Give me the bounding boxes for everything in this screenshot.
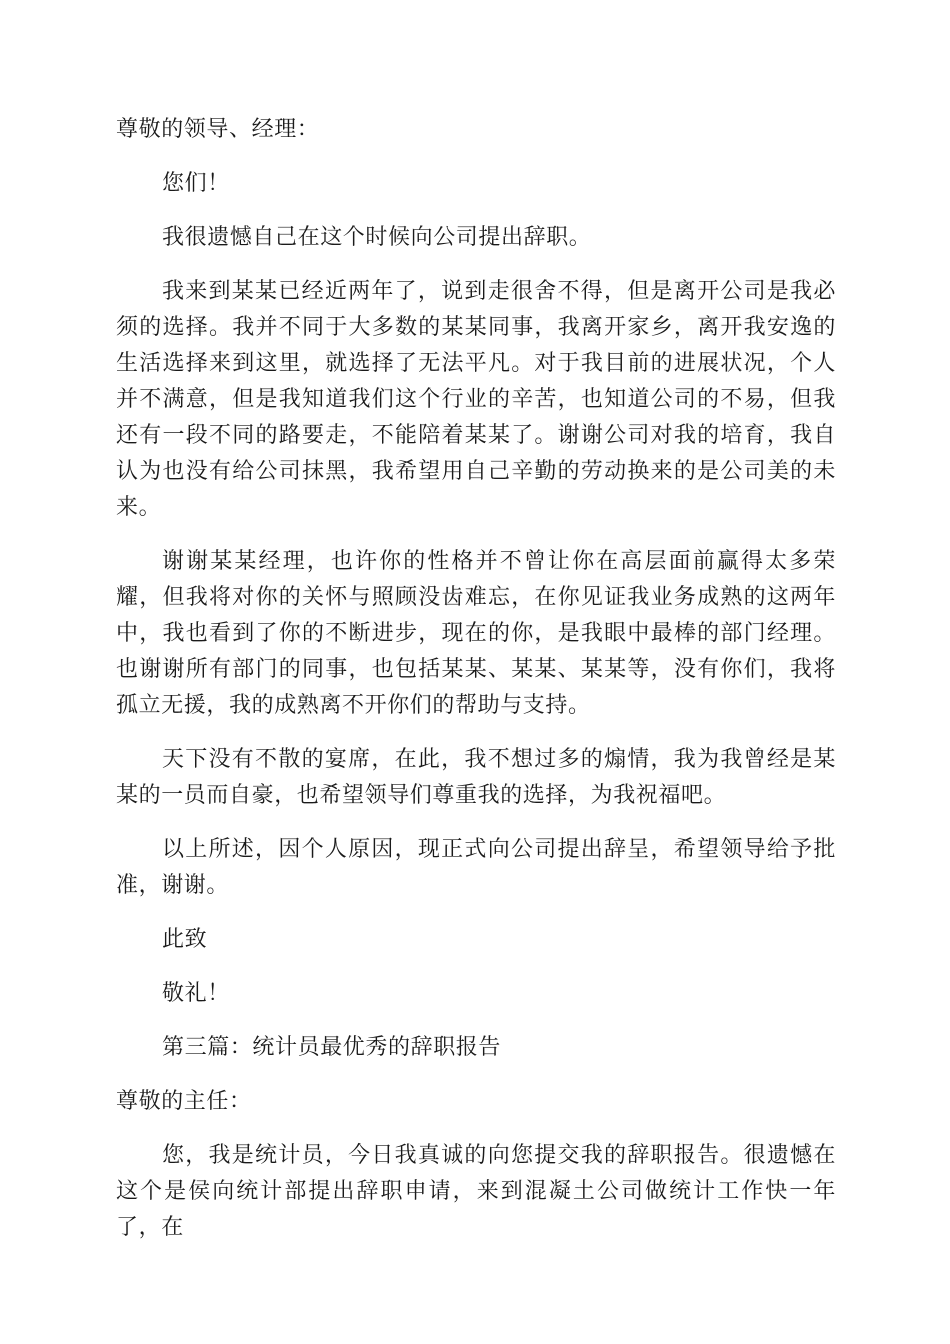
paragraph-formal-resignation: 以上所述，因个人原因，现正式向公司提出辞呈，希望领导给予批准，谢谢。 (116, 837, 836, 898)
closing-jingli: 敬礼！ (162, 981, 230, 1006)
closing-cizhi: 此致 (162, 927, 208, 952)
section-heading-third: 第三篇：统计员最优秀的辞职报告 (162, 1035, 502, 1060)
paragraph-regret: 我很遗憾自己在这个时候向公司提出辞职。 (162, 225, 592, 250)
paragraph-statistician-intro: 您，我是统计员，今日我真诚的向您提交我的辞职报告。很遗憾在这个是侯向统计部提出辞职申请，来到混凝土公司做统计工作快一年了，在 (116, 1143, 836, 1240)
document-body (116, 112, 836, 1264)
salutation-leaders: 尊敬的领导、经理： (116, 117, 320, 142)
paragraph-two-years: 我来到某某已经近两年了，说到走很舍不得，但是离开公司是我必须的选择。我并不同于大多数的某某同事，我离开家乡，离开我安逸的生活选择来到这里，就选择了无法平凡。对于我目前的进展状况，个人并不满意，但是我知道我们这个行业的辛苦，也知道公司的不易，但我还有一段不同的路要走，不能陪着某某了。谢谢公司对我的培育，我自认为也没有给公司抹黑，我希望用自己辛勤的劳动换来的是公司美的未来。 (116, 279, 836, 520)
paragraph-thanks-manager: 谢谢某某经理，也许你的性格并不曾让你在高层面前赢得太多荣耀，但我将对你的关怀与照顾没齿难忘，在你见证我业务成熟的这两年中，我也看到了你的不断进步，现在的你，是我眼中最棒的部门经理。也谢谢所有部门的同事，也包括某某、某某、某某等，没有你们，我将孤立无援，我的成熟离不开你们的帮助与支持。 (116, 549, 836, 718)
salutation-director: 尊敬的主任： (116, 1089, 252, 1114)
paragraph-farewell: 天下没有不散的宴席，在此，我不想过多的煽情，我为我曾经是某某的一员而自豪，也希望领导们尊重我的选择，为我祝福吧。 (116, 747, 836, 808)
greeting-line: 您们！ (162, 171, 230, 196)
